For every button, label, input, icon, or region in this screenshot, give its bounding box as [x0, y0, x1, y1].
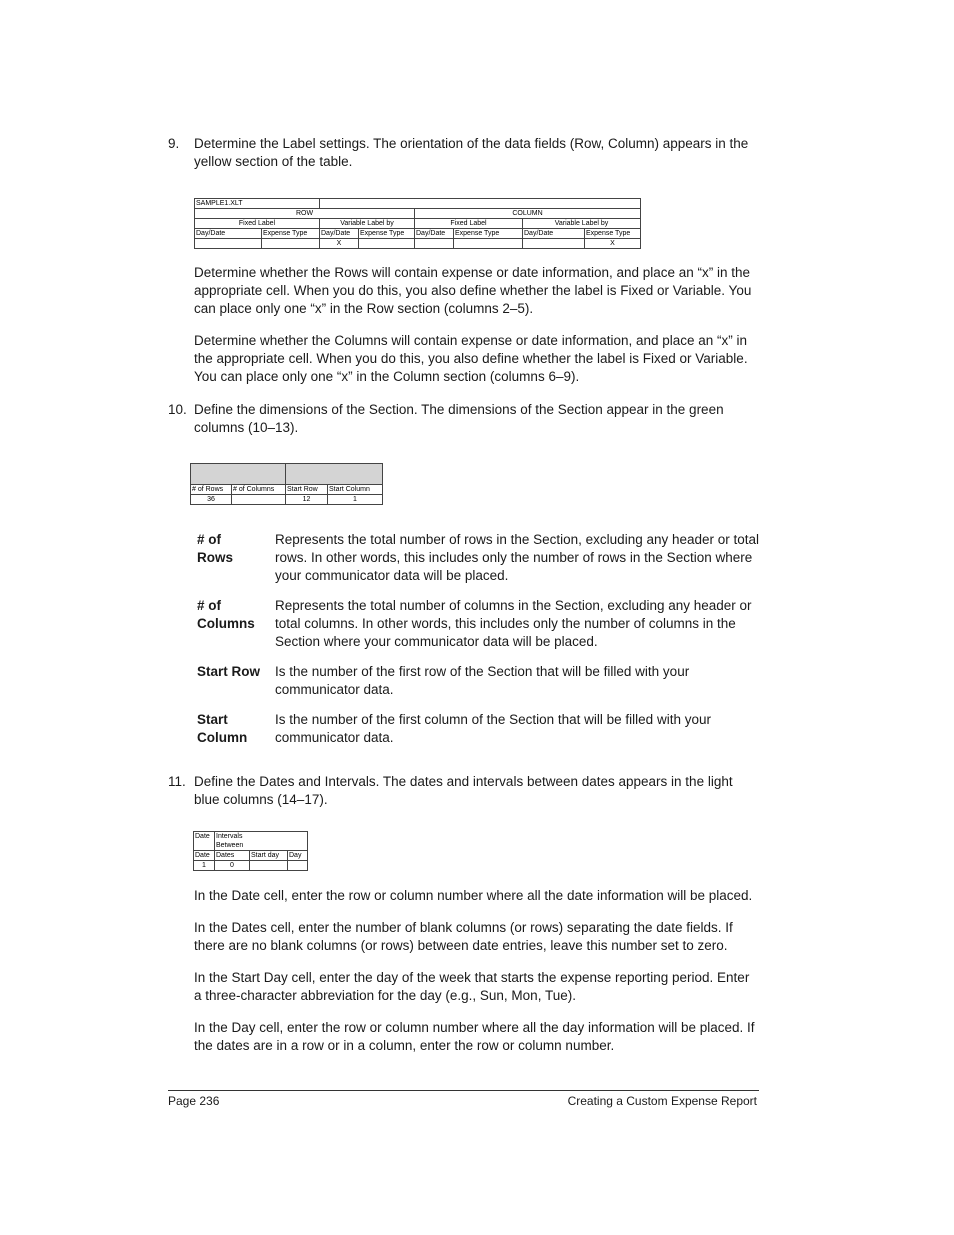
dates-header: Date — [194, 851, 215, 861]
dates-value: 0 — [215, 861, 250, 871]
intervals-label: Intervals — [215, 832, 308, 842]
filename-cell: SAMPLE1.XLT — [195, 199, 320, 209]
step-number: 10. — [168, 402, 187, 417]
dates-value — [288, 861, 308, 871]
step-text: Define the dimensions of the Section. The dimensions of the Section appear in the green columns (10–13). — [194, 402, 724, 435]
column-header: COLUMN — [415, 209, 641, 219]
definition-desc: Is the number of the first column of the Section that will be filled with your communicator data. — [275, 712, 711, 745]
between-label: Between — [215, 841, 308, 851]
footer-title: Creating a Custom Expense Report — [567, 1094, 757, 1108]
dates-value — [250, 861, 288, 871]
dates-header: Start day — [250, 851, 288, 861]
section-dimensions-table — [190, 463, 383, 505]
day-cell-instructions: In the Day cell, enter the row or column number where all the day information will be placed. If the dates are in a row or in a column, enter the row or column number. — [194, 1020, 755, 1053]
dates-header: Day — [288, 851, 308, 861]
dates-header: Dates — [215, 851, 250, 861]
definition-term: Start Row — [197, 664, 261, 679]
header-cell: Day/Date — [320, 229, 359, 239]
footer-divider — [168, 1090, 759, 1091]
start-day-instructions: In the Start Day cell, enter the day of the week that starts the expense reporting period. Enter a three-character abbreviation for the day (e.g., Sun, Mon, Tue). — [194, 970, 750, 1003]
step-text: Define the Dates and Intervals. The dates and intervals between dates appears in the light blue columns (14–17). — [194, 774, 733, 807]
dims-header: # of Columns — [232, 485, 286, 495]
dims-value — [232, 495, 286, 505]
row-fixed-label: Fixed Label — [195, 219, 320, 229]
column-instructions: Determine whether the Columns will contain expense or date information, and place an “x” in the appropriate cell. When you do this, you also define whether the label is Fixed or Variable. You can place only one “x” in the Column section (columns 6–9). — [194, 333, 748, 384]
header-cell: Day/Date — [195, 229, 262, 239]
column-mark-cell: X — [585, 239, 641, 249]
step-number: 9. — [168, 136, 180, 151]
dims-value: 12 — [286, 495, 328, 505]
header-cell: Expense Type — [359, 229, 415, 239]
dims-header: Start Row — [286, 485, 328, 495]
header-cell: Day/Date — [523, 229, 585, 239]
header-cell: Expense Type — [454, 229, 523, 239]
definition-desc: Represents the total number of columns in the Section, excluding any header or total columns. In other words, this includes only the number of columns in the Section where your communicator data will be placed. — [275, 598, 752, 649]
row-mark-cell: X — [320, 239, 359, 249]
dates-intervals-table — [193, 831, 308, 871]
step-number: 11. — [168, 774, 186, 789]
row-header: ROW — [195, 209, 415, 219]
dims-header: Start Column — [328, 485, 383, 495]
column-fixed-label: Fixed Label — [415, 219, 523, 229]
label-settings-table — [194, 198, 641, 249]
row-variable-label: Variable Label by — [320, 219, 415, 229]
dims-value: 36 — [191, 495, 232, 505]
dates-value: 1 — [194, 861, 215, 871]
date-label: Date — [194, 832, 215, 842]
page-number: Page 236 — [168, 1094, 220, 1108]
row-instructions: Determine whether the Rows will contain expense or date information, and place an “x” in the appropriate cell. When you do this, you also define whether the label is Fixed or Variable. You can place only one “x” in the Row section (columns 2–5). — [194, 265, 752, 316]
header-cell: Expense Type — [585, 229, 641, 239]
definition-term: # of Rows — [197, 532, 234, 565]
step-text: Determine the Label settings. The orientation of the data fields (Row, Column) appears in the yellow section of the table. — [194, 136, 749, 169]
column-variable-label: Variable Label by — [523, 219, 641, 229]
header-cell: Expense Type — [262, 229, 320, 239]
definition-desc: Is the number of the first row of the Section that will be filled with your communicator data. — [275, 664, 690, 697]
header-cell: Day/Date — [415, 229, 454, 239]
dims-header: # of Rows — [191, 485, 232, 495]
dates-cell-instructions: In the Dates cell, enter the number of blank columns (or rows) separating the date fields. If there are no blank columns (or rows) between date entries, leave this number set to zero. — [194, 920, 733, 953]
definition-term: # of Columns — [197, 598, 255, 631]
definition-desc: Represents the total number of rows in the Section, excluding any header or total rows. In other words, this includes only the number of rows in the Section where your communicator data will be placed. — [275, 532, 760, 583]
definition-term: Start Column — [197, 712, 248, 745]
dims-value: 1 — [328, 495, 383, 505]
date-cell-instructions: In the Date cell, enter the row or column number where all the date information will be placed. — [194, 888, 753, 903]
